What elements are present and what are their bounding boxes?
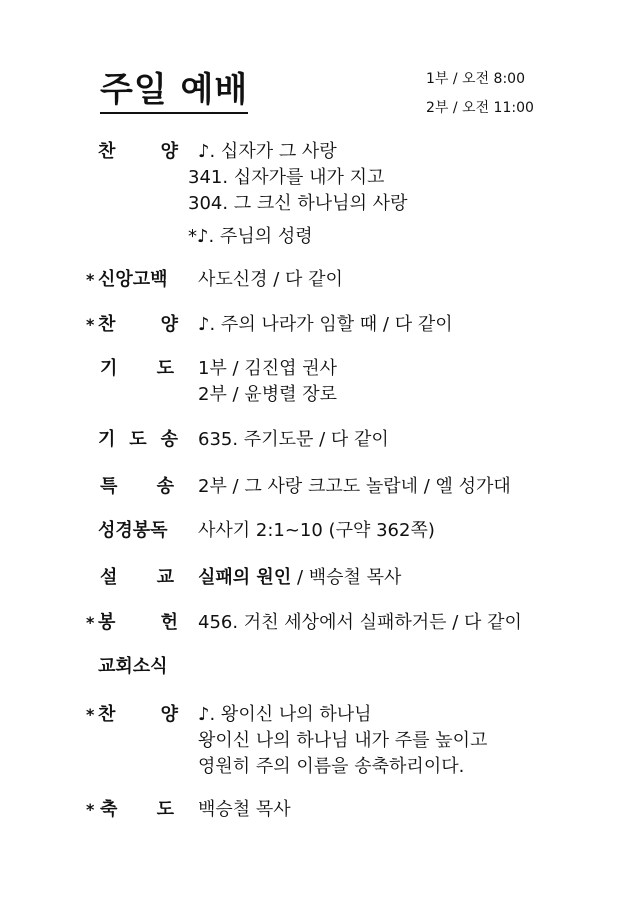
item-content: 사도신경 / 다 같이 [198,269,343,290]
item-content: 635. 주기도문 / 다 같이 [198,429,389,450]
item-label [86,474,178,500]
label-char: 기 [100,358,118,379]
label-char: 송 [160,429,178,450]
standing-marker: * [86,613,95,632]
item-label [86,654,178,680]
label-char: 기 [98,429,116,450]
item-content: 왕이신 나의 하나님 내가 주를 높이고 [198,730,488,751]
standing-marker: * [86,705,95,724]
item-label [86,565,178,591]
item-content: 2부 / 그 사랑 크고도 놀랍네 / 엘 성가대 [198,476,511,497]
item-label [86,702,178,728]
label-char: 찬 [98,314,116,335]
item-content: 사사기 2:1~10 (구약 362쪽) [198,520,435,541]
item-label [86,427,178,453]
label-char: 도 [156,799,174,820]
sub-line: *♪. 주님의 성령 [188,226,313,247]
item-label [86,267,178,293]
item-content: 2부 / 윤병렬 장로 [198,384,338,405]
item-content: ♪. 주의 나라가 임할 때 / 다 같이 [198,314,453,335]
item-content: 영원히 주의 이름을 송축하리이다. [198,756,465,777]
label-char: 축 [100,799,118,820]
standing-marker: * [86,800,95,819]
item-label [86,356,178,382]
sermon-title: 실패의 원인 [198,567,292,588]
item-label [86,610,178,636]
label-char: 설 [100,567,118,588]
label-char: 헌 [160,612,178,633]
schedule-second-service: 2부 / 오전 11:00 [426,100,534,116]
item-content: / 백승철 목사 [291,567,402,588]
label-char: 찬 [98,704,116,725]
label-char: 송 [156,476,174,497]
item-content: 456. 거친 세상에서 실패하거든 / 다 같이 [198,612,522,633]
item-content: ♪. 왕이신 나의 하나님 [198,704,372,725]
item-content: 1부 / 김진엽 권사 [198,358,338,379]
label-char: 특 [100,476,118,497]
label-char: 교 [156,567,174,588]
item-label [86,312,178,338]
schedule-first-service: 1부 / 오전 8:00 [426,71,525,87]
label-char: 찬 [98,141,116,162]
label-char: 도 [156,358,174,379]
label-text: 성경봉독 [98,520,168,541]
label-char: 봉 [98,612,116,633]
label-text: 신앙고백 [98,269,168,290]
item-content: 백승철 목사 [198,799,291,820]
item-label [86,139,178,165]
standing-marker: * [86,270,95,289]
label-char: 양 [160,141,178,162]
item-label [86,518,178,544]
page-title: 주일 예배 [100,70,248,114]
label-char: 양 [160,704,178,725]
item-content: ♪. 십자가 그 사랑 [198,141,337,162]
sub-line: 304. 그 크신 하나님의 사랑 [188,193,408,214]
item-label [86,797,178,823]
label-text: 교회소식 [98,656,168,677]
label-char: 양 [160,314,178,335]
label-char: 도 [129,429,147,450]
standing-marker: * [86,315,95,334]
sub-line: 341. 십자가를 내가 지고 [188,167,385,188]
